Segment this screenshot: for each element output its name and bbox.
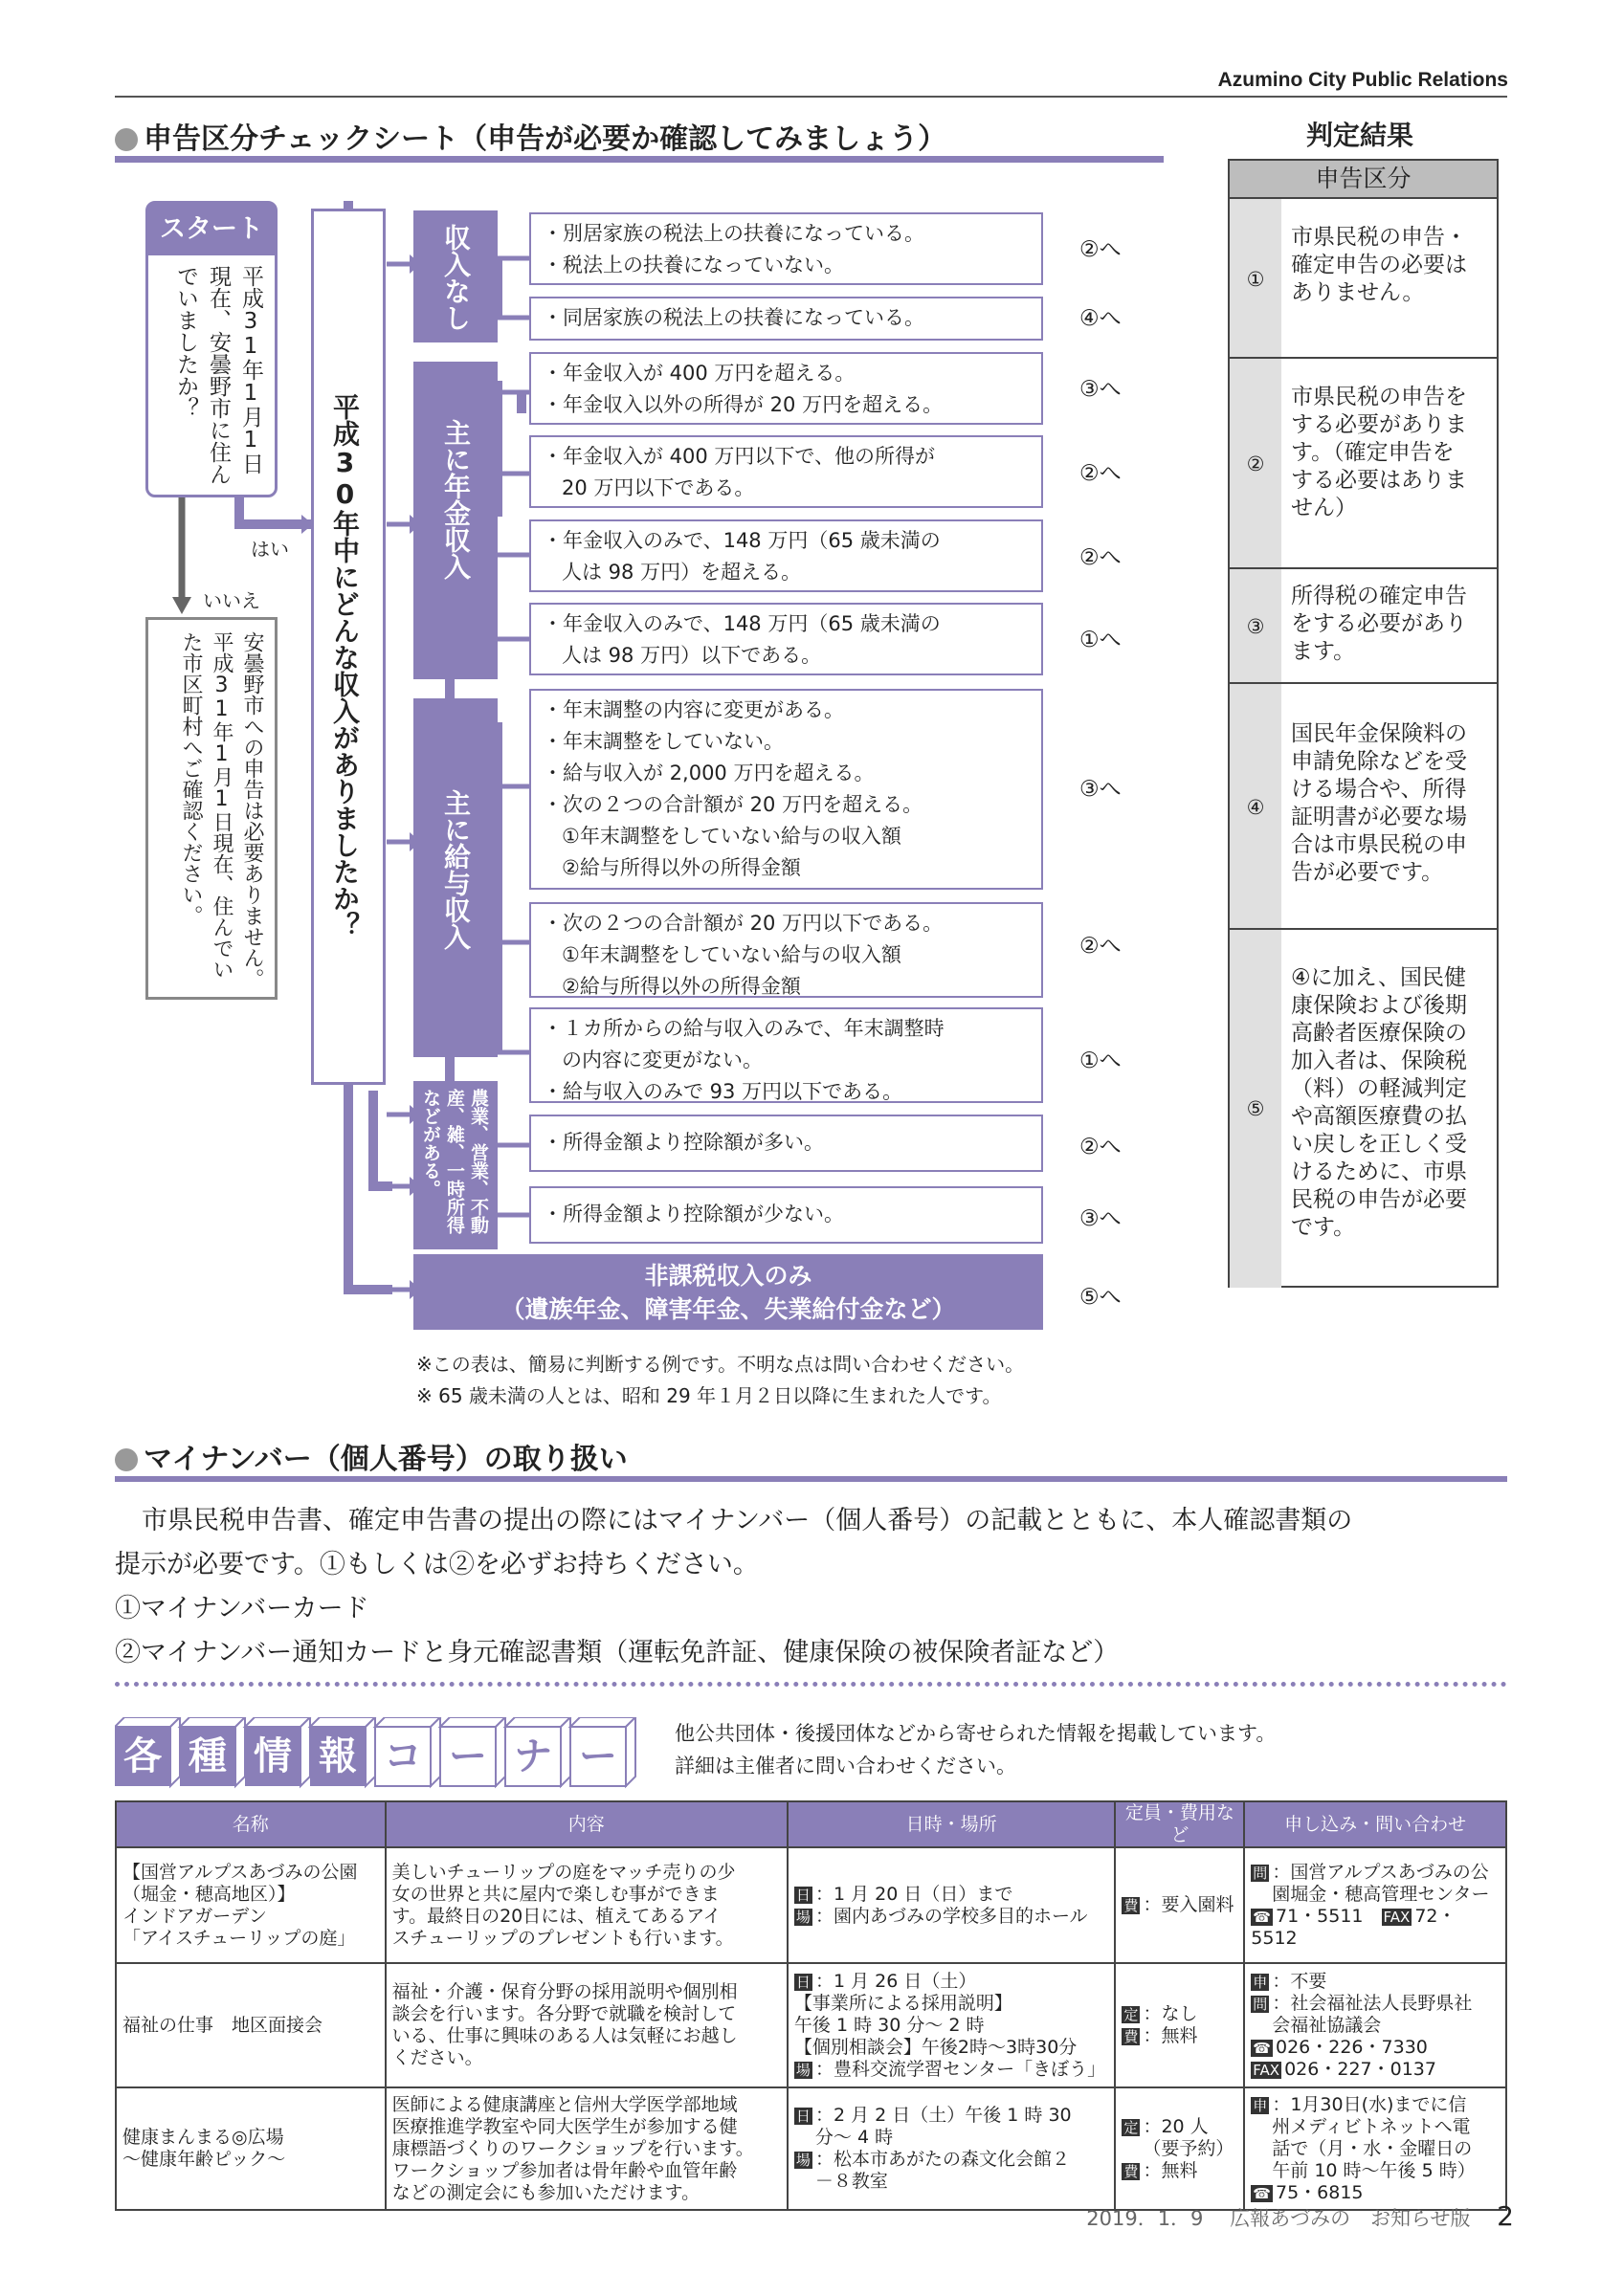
- condition-box: ・年金収入が 400 万円以下で、他の所得が 20 万円以下である。: [529, 435, 1043, 508]
- result-arrow: ④へ: [1079, 306, 1122, 331]
- category-pension: 主に年金収入: [413, 362, 498, 679]
- result-arrow: ①へ: [1079, 628, 1122, 652]
- mynumber-item-1: ①マイナンバーカード: [115, 1594, 369, 1623]
- no-result-box: 安曇野市への申告は必要ありません。平成31年1月1日現在、住んでいた市区町村へご確認ください。: [145, 617, 278, 1000]
- page-number: 2: [1497, 2200, 1514, 2232]
- result-panel-title: 判定結果: [1306, 120, 1414, 151]
- info-table: [115, 1800, 1507, 2211]
- mynumber-item-2: ②マイナンバー通知カードと身元確認書類（運転免許証、健康保険の被保険者証など）: [115, 1638, 1120, 1667]
- main-question-box: 平成30年中にどんな収入がありましたか？: [311, 209, 386, 1085]
- info-corner-title: 各 種 情 報 コ ー ナ ー: [115, 1717, 651, 1790]
- no-label: いいえ: [203, 589, 260, 612]
- start-label: スタート: [148, 204, 275, 255]
- brand-header: Azumino City Public Relations: [1217, 69, 1508, 91]
- condition-box: ・年末調整の内容に変更がある。 ・年末調整をしていない。 ・給与収入が 2,000 万円を超える。 ・次の２つの合計額が 20 万円を超える。 ①年末調整をしていない給与の収入額 ②給与所得以外の所得金額: [529, 689, 1043, 890]
- category-salary: 主に給与収入: [413, 698, 498, 1057]
- result-arrow: ②へ: [1079, 934, 1122, 959]
- note-1: ※この表は、簡易に判断する例です。不明な点は問い合わせください。: [416, 1353, 1025, 1376]
- result-row-1: ① 市県民税の申告・ 確定申告の必要は ありません。: [1230, 197, 1497, 359]
- footer-publication: 広報あづみの お知らせ版: [1230, 2207, 1471, 2230]
- result-arrow: ③へ: [1079, 1206, 1122, 1231]
- bullet-dot-icon: [115, 1448, 138, 1471]
- mynumber-title: マイナンバー（個人番号）の取り扱い: [115, 1435, 628, 1477]
- result-arrow: ⑤へ: [1079, 1285, 1122, 1310]
- condition-box: ・年金収入のみで、148 万円（65 歳未満の 人は 98 万円）を超える。: [529, 519, 1043, 592]
- table-row: 健康まんまる◎広場 ～健康年齢ピック～ 医師による健康講座と信州大学医学部地域 医療推進学教室や同大医学生が参加する健 康標語づくりのワークショップを行います。 ワークショップ参加者は骨年齢や血管年齢 などの測定会にも参加いただけます。 日 ：2 月 2 日（土）午後 1 時 30 分～ 4 時 場 ：松本市あがたの森文化会館２ －８教室 定 ：20 人 （要予約） 費 ：無料 申 ：1月30日(水)までに信 州メディビトネットへ電 話で（月・水・金曜日の 午前 10 時～午後 5 時） ☎ 75・6815: [116, 2087, 1506, 2210]
- result-arrow: ①へ: [1079, 1049, 1122, 1073]
- condition-box: ・所得金額より控除額が多い。: [529, 1115, 1043, 1172]
- condition-box: ・同居家族の税法上の扶養になっている。: [529, 297, 1043, 341]
- result-arrow: ②へ: [1079, 461, 1122, 486]
- mynumber-paragraph: 市県民税申告書、確定申告書の提出の際にはマイナンバー（個人番号）の記載とともに、本人確認書類の: [142, 1506, 1353, 1535]
- result-arrow: ②へ: [1079, 545, 1122, 570]
- mynumber-paragraph: 提示が必要です。①もしくは②を必ずお持ちください。: [115, 1550, 759, 1579]
- category-nontax: 非課税収入のみ （遺族年金、障害年金、失業給付金など）: [413, 1254, 1043, 1330]
- result-row-2: ② 市県民税の申告を する必要がありま す。（確定申告を する必要はありま せん）: [1230, 357, 1497, 569]
- result-row-5: ⑤ ④に加え、国民健 康保険および後期 高齢者医療保険の 加入者は、保険税 （料）の軽減判定 や高額医療費の払 い戻しを正しく受 けるために、市県 民税の申告が必要 です。: [1230, 928, 1497, 1288]
- start-question: 平成31年1月1日現在、安曇野市に住んでいましたか？: [173, 265, 263, 485]
- result-row-4: ④ 国民年金保険料の 申請免除などを受 ける場合や、所得 証明書が必要な場 合は市県民税の申 告が必要です。: [1230, 682, 1497, 930]
- condition-box: ・別居家族の税法上の扶養になっている。 ・税法上の扶養になっていない。: [529, 212, 1043, 285]
- table-row: 福祉の仕事 地区面接会 福祉・介護・保育分野の採用説明や個別相 談会を行います。各分野で就職を検討して いる、仕事に興味のある人は気軽にお越し ください。 日 ：1 月 26 日（土） 【事業所による採用説明】 午後 1 時 30 分～ 2 時 【個別相談会】午後2時～3時30分 場 ：豊科交流学習センター「きぼう」 定 ：なし 費 ：無料 申 ：不要 問 ：社会福祉法人長野県社 会福祉協議会 ☎ 026・226・7330 FAX 026・227・0137: [116, 1963, 1506, 2087]
- result-panel-header: 申告区分: [1230, 161, 1497, 197]
- result-arrow: ②へ: [1079, 237, 1122, 262]
- note-2: ※ 65 歳未満の人とは、昭和 29 年１月２日以降に生まれた人です。: [416, 1384, 1002, 1407]
- footer: [1086, 2200, 1514, 2232]
- result-row-3: ③ 所得税の確定申告 をする必要があり ます。: [1230, 567, 1497, 684]
- dotted-separator: [115, 1682, 1507, 1687]
- mynumber-rule: [115, 1476, 1507, 1482]
- condition-box: ・年金収入が 400 万円を超える。 ・年金収入以外の所得が 20 万円を超える。: [529, 352, 1043, 425]
- condition-box: ・次の２つの合計額が 20 万円以下である。 ①年末調整をしていない給与の収入額 ②給与所得以外の所得金額: [529, 902, 1043, 998]
- table-row: 【国営アルプスあづみの公園 （堀金・穂高地区）】 インドアガーデン 「アイスチューリップの庭」 美しいチューリップの庭をマッチ売りの少 女の世界と共に屋内で楽しむ事ができま す。最終日の20日には、植えてあるアイ スチューリップのプレゼントも行います。 日 ：1 月 20 日（日）まで 場 ：園内あづみの学校多目的ホール 費 ：要入園料 問 ：国営アルプスあづみの公 園堀金・穂高管理センター ☎ 71・5511 FAX 72・5512: [116, 1847, 1506, 1963]
- condition-box: ・年金収入のみで、148 万円（65 歳未満の 人は 98 万円）以下である。: [529, 603, 1043, 675]
- info-table-header: 名称 内容 日時・場所 定員・費用など 申し込み・問い合わせ: [116, 1801, 1506, 1847]
- result-arrow: ③へ: [1079, 377, 1122, 402]
- start-box: [145, 201, 278, 497]
- result-arrow: ③へ: [1079, 777, 1122, 802]
- category-business: 農業、営業、不動産、雑、一時所得などがある。: [413, 1081, 498, 1249]
- yes-label: はい: [251, 538, 289, 561]
- condition-box: ・１カ所からの給与収入のみで、年末調整時 の内容に変更がない。 ・給与収入のみで 93 万円以下である。: [529, 1007, 1043, 1103]
- footer-date: 2019．1．9: [1086, 2207, 1204, 2230]
- result-panel: [1228, 159, 1499, 1288]
- check-sheet-title: 申告区分チェックシート（申告が必要か確認してみましょう）: [115, 115, 946, 157]
- result-arrow: ②へ: [1079, 1135, 1122, 1159]
- category-no-income: 収入なし: [413, 210, 498, 342]
- info-corner-description: 他公共団体・後援団体などから寄せられた情報を掲載しています。 詳細は主催者に問い合わせください。: [675, 1722, 1277, 1777]
- condition-box: ・所得金額より控除額が少ない。: [529, 1186, 1043, 1244]
